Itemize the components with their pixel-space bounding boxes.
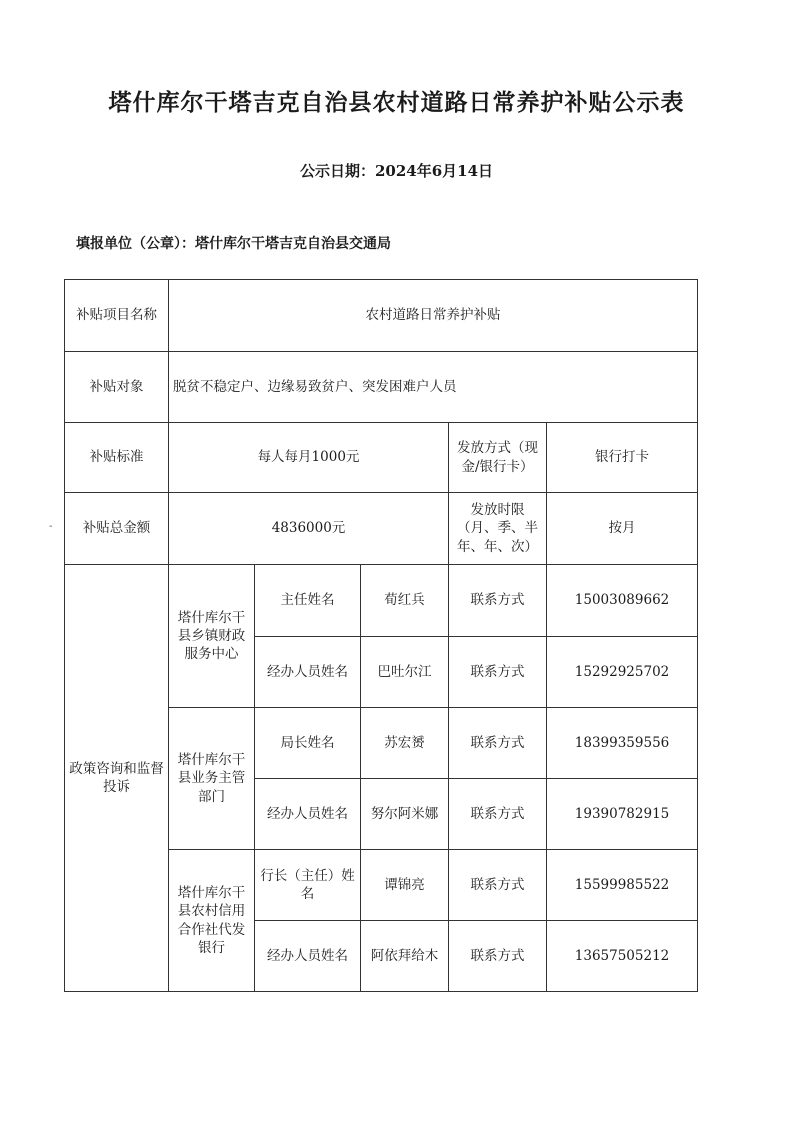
- subsidy-table: [64, 279, 698, 992]
- role-label: 局长姓名: [255, 708, 361, 779]
- contact-label: 联系方式: [449, 708, 547, 779]
- total-label: 补贴总金额: [65, 493, 169, 565]
- row-standard: [65, 423, 698, 493]
- contact-label: 联系方式: [449, 565, 547, 637]
- policy-label: 政策咨询和监督投诉: [65, 565, 169, 992]
- person-name: 巴吐尔江: [361, 637, 449, 708]
- person-name: 谭锦亮: [361, 850, 449, 921]
- table-row: [65, 565, 698, 637]
- person-name: 荀红兵: [361, 565, 449, 637]
- total-value: 4836000元: [169, 493, 449, 565]
- contact-label: 联系方式: [449, 779, 547, 850]
- margin-mark: -: [49, 521, 53, 532]
- period-label: 发放时限（月、季、半年、年、次）: [449, 493, 547, 565]
- target-label: 补贴对象: [65, 352, 169, 423]
- role-label: 经办人员姓名: [255, 637, 361, 708]
- row-target: [65, 352, 698, 423]
- contact-label: 联系方式: [449, 850, 547, 921]
- method-value: 银行打卡: [547, 423, 698, 493]
- project-value: 农村道路日常养护补贴: [169, 280, 698, 352]
- period-value: 按月: [547, 493, 698, 565]
- phone-number: 19390782915: [547, 779, 698, 850]
- person-name: 苏宏赟: [361, 708, 449, 779]
- phone-number: 13657505212: [547, 921, 698, 992]
- person-name: 努尔阿米娜: [361, 779, 449, 850]
- role-label: 经办人员姓名: [255, 921, 361, 992]
- phone-number: 15003089662: [547, 565, 698, 637]
- project-label: 补贴项目名称: [65, 280, 169, 352]
- role-label: 主任姓名: [255, 565, 361, 637]
- row-total: [65, 493, 698, 565]
- target-value: 脱贫不稳定户、边缘易致贫户、突发困难户人员: [169, 352, 698, 423]
- org-name: 塔什库尔干县业务主管部门: [169, 708, 255, 850]
- role-label: 经办人员姓名: [255, 779, 361, 850]
- document-title: 塔什库尔干塔吉克自治县农村道路日常养护补贴公示表: [108, 89, 685, 116]
- standard-label: 补贴标准: [65, 423, 169, 493]
- org-name: 塔什库尔干县农村信用合作社代发银行: [169, 850, 255, 992]
- contact-label: 联系方式: [449, 921, 547, 992]
- row-project: [65, 280, 698, 352]
- publish-date: 公示日期：2024年6月14日: [299, 162, 494, 180]
- reporting-unit-value: 塔什库尔干塔吉克自治县交通局: [195, 236, 391, 252]
- method-label: 发放方式（现金/银行卡）: [449, 423, 547, 493]
- contact-label: 联系方式: [449, 637, 547, 708]
- person-name: 阿依拜给木: [361, 921, 449, 992]
- reporting-unit-label: 填报单位（公章）：: [76, 236, 195, 252]
- phone-number: 15599985522: [547, 850, 698, 921]
- role-label: 行长（主任）姓名: [255, 850, 361, 921]
- reporting-unit: [76, 233, 391, 253]
- org-name: 塔什库尔干县乡镇财政服务中心: [169, 565, 255, 708]
- standard-value: 每人每月1000元: [169, 423, 449, 493]
- phone-number: 15292925702: [547, 637, 698, 708]
- phone-number: 18399359556: [547, 708, 698, 779]
